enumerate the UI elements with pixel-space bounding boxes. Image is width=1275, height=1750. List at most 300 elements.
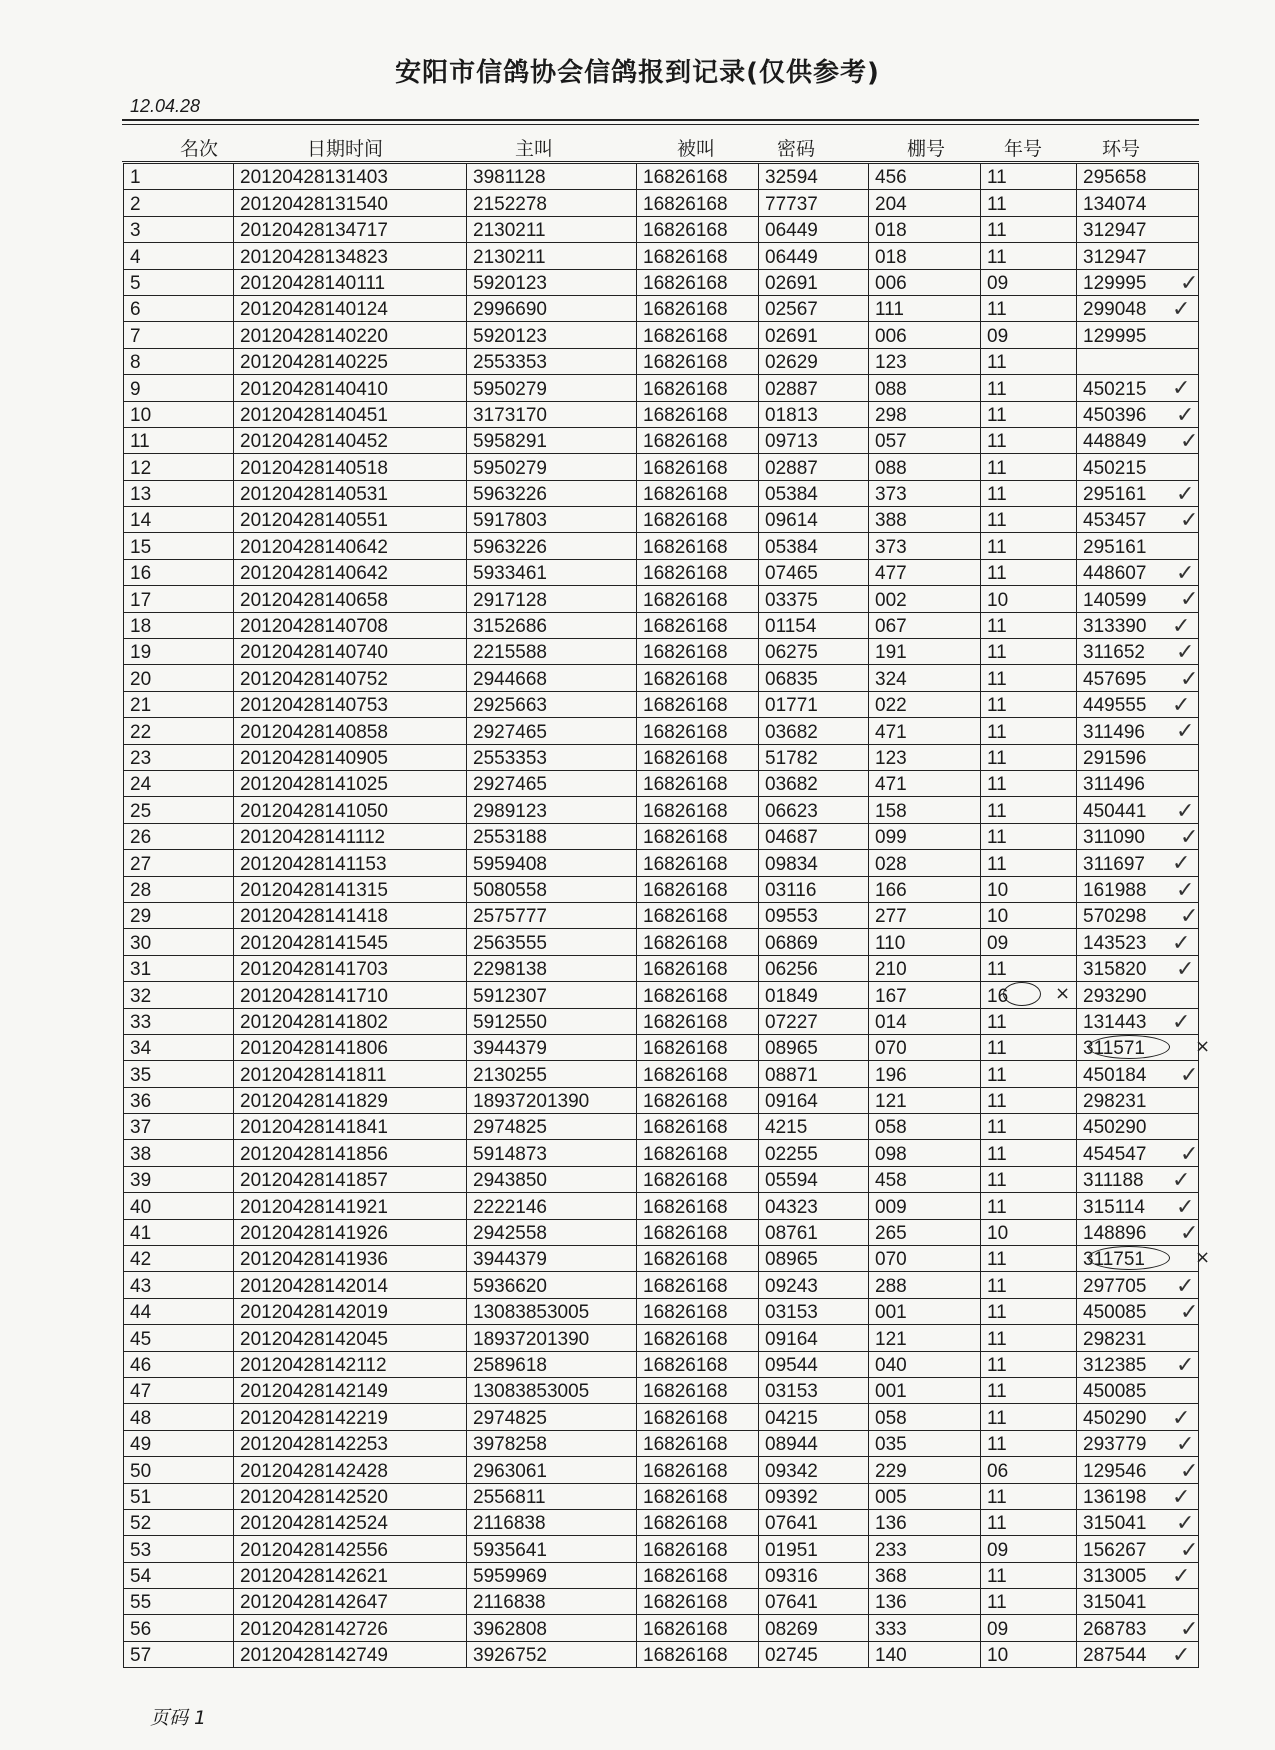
loft-cell: 001 bbox=[869, 1377, 981, 1403]
caller-cell: 5959969 bbox=[467, 1562, 637, 1588]
datetime-cell: 20120428140753 bbox=[234, 691, 467, 717]
password-cell: 02745 bbox=[759, 1641, 869, 1667]
datetime-cell: 20120428142045 bbox=[234, 1325, 467, 1351]
ring-cell: 298231 bbox=[1077, 1325, 1199, 1351]
rank-cell: 52 bbox=[124, 1509, 234, 1535]
loft-cell: 121 bbox=[869, 1325, 981, 1351]
check-mark-icon: ✓ bbox=[1176, 798, 1195, 824]
caller-cell: 2944668 bbox=[467, 665, 637, 691]
caller-cell: 2556811 bbox=[467, 1483, 637, 1509]
table-row bbox=[124, 1377, 1199, 1403]
datetime-cell: 20120428141857 bbox=[234, 1166, 467, 1192]
year-cell: 11 bbox=[981, 1562, 1077, 1588]
loft-cell: 233 bbox=[869, 1536, 981, 1562]
ring-cell: 295658 bbox=[1077, 164, 1199, 190]
ring-cell: 448607 bbox=[1077, 559, 1199, 585]
caller-cell: 2589618 bbox=[467, 1351, 637, 1377]
rank-cell: 50 bbox=[124, 1457, 234, 1483]
callee-cell: 16826168 bbox=[637, 507, 759, 533]
rank-cell: 35 bbox=[124, 1061, 234, 1087]
password-cell: 06256 bbox=[759, 955, 869, 981]
ring-cell: 295161 bbox=[1077, 533, 1199, 559]
rank-cell: 5 bbox=[124, 269, 234, 295]
ring-cell: 450215 bbox=[1077, 454, 1199, 480]
table-row bbox=[124, 744, 1199, 770]
callee-cell: 16826168 bbox=[637, 1377, 759, 1403]
rank-cell: 28 bbox=[124, 876, 234, 902]
password-cell: 07227 bbox=[759, 1008, 869, 1034]
rank-cell: 4 bbox=[124, 243, 234, 269]
year-cell: 11 bbox=[981, 1351, 1077, 1377]
caller-cell: 2215588 bbox=[467, 639, 637, 665]
ring-cell: 313390 bbox=[1077, 612, 1199, 638]
ring-cell: 143523 bbox=[1077, 929, 1199, 955]
rank-cell: 43 bbox=[124, 1272, 234, 1298]
rank-cell: 33 bbox=[124, 1008, 234, 1034]
password-cell: 03116 bbox=[759, 876, 869, 902]
password-cell: 03682 bbox=[759, 718, 869, 744]
datetime-cell: 20120428142014 bbox=[234, 1272, 467, 1298]
year-cell: 10 bbox=[981, 586, 1077, 612]
table-row bbox=[124, 665, 1199, 691]
table-row bbox=[124, 1483, 1199, 1509]
year-cell: 11 bbox=[981, 1061, 1077, 1087]
loft-cell: 005 bbox=[869, 1483, 981, 1509]
caller-cell: 3926752 bbox=[467, 1641, 637, 1667]
loft-cell: 058 bbox=[869, 1404, 981, 1430]
year-cell: 11 bbox=[981, 665, 1077, 691]
rank-cell: 21 bbox=[124, 691, 234, 717]
caller-cell: 2996690 bbox=[467, 295, 637, 321]
ring-cell: 311496 bbox=[1077, 770, 1199, 796]
loft-cell: 111 bbox=[869, 295, 981, 321]
loft-cell: 123 bbox=[869, 348, 981, 374]
rank-cell: 9 bbox=[124, 375, 234, 401]
check-mark-icon: ✓ bbox=[1180, 587, 1199, 613]
header-datetime: 日期时间 bbox=[307, 138, 384, 160]
year-cell: 11 bbox=[981, 454, 1077, 480]
year-cell: 11 bbox=[981, 348, 1077, 374]
loft-cell: 210 bbox=[869, 955, 981, 981]
loft-cell: 088 bbox=[869, 454, 981, 480]
ring-cell: 315041 bbox=[1077, 1589, 1199, 1615]
table-row bbox=[124, 1166, 1199, 1192]
password-cell: 02887 bbox=[759, 375, 869, 401]
rank-cell: 20 bbox=[124, 665, 234, 691]
callee-cell: 16826168 bbox=[637, 295, 759, 321]
password-cell: 05384 bbox=[759, 533, 869, 559]
year-cell: 11 bbox=[981, 770, 1077, 796]
rank-cell: 16 bbox=[124, 559, 234, 585]
rank-cell: 55 bbox=[124, 1589, 234, 1615]
datetime-cell: 20120428142556 bbox=[234, 1536, 467, 1562]
check-mark-icon: ✓ bbox=[1180, 508, 1199, 534]
year-cell: 11 bbox=[981, 1114, 1077, 1140]
caller-cell: 3944379 bbox=[467, 1034, 637, 1060]
caller-cell: 13083853005 bbox=[467, 1377, 637, 1403]
callee-cell: 16826168 bbox=[637, 190, 759, 216]
page-title: 安阳市信鸽协会信鸽报到记录(仅供参考) bbox=[395, 58, 880, 88]
loft-cell: 136 bbox=[869, 1509, 981, 1535]
ring-cell: 129995 bbox=[1077, 269, 1199, 295]
datetime-cell: 20120428140531 bbox=[234, 480, 467, 506]
loft-cell: 196 bbox=[869, 1061, 981, 1087]
table-row bbox=[124, 401, 1199, 427]
caller-cell: 5935641 bbox=[467, 1536, 637, 1562]
loft-cell: 456 bbox=[869, 164, 981, 190]
callee-cell: 16826168 bbox=[637, 1562, 759, 1588]
callee-cell: 16826168 bbox=[637, 1034, 759, 1060]
table-row bbox=[124, 1272, 1199, 1298]
ring-cell: 299048 bbox=[1077, 295, 1199, 321]
loft-cell: 057 bbox=[869, 427, 981, 453]
year-cell: 11 bbox=[981, 1166, 1077, 1192]
loft-cell: 191 bbox=[869, 639, 981, 665]
password-cell: 09164 bbox=[759, 1087, 869, 1113]
password-cell: 08965 bbox=[759, 1246, 869, 1272]
callee-cell: 16826168 bbox=[637, 1219, 759, 1245]
caller-cell: 5920123 bbox=[467, 322, 637, 348]
check-mark-icon: ✓ bbox=[1176, 957, 1195, 982]
year-cell: 11 bbox=[981, 639, 1077, 665]
table-row bbox=[124, 1615, 1199, 1641]
ring-cell: 450396 bbox=[1077, 401, 1199, 427]
caller-cell: 5950279 bbox=[467, 454, 637, 480]
datetime-cell: 20120428140740 bbox=[234, 639, 467, 665]
callee-cell: 16826168 bbox=[637, 401, 759, 427]
datetime-cell: 20120428142112 bbox=[234, 1351, 467, 1377]
password-cell: 09544 bbox=[759, 1351, 869, 1377]
table-row bbox=[124, 1509, 1199, 1535]
caller-cell: 5958291 bbox=[467, 427, 637, 453]
caller-cell: 2130255 bbox=[467, 1061, 637, 1087]
check-mark-icon: ✓ bbox=[1180, 1300, 1199, 1326]
loft-cell: 001 bbox=[869, 1298, 981, 1324]
callee-cell: 16826168 bbox=[637, 876, 759, 902]
ring-cell: 450441 bbox=[1077, 797, 1199, 823]
password-cell: 06869 bbox=[759, 929, 869, 955]
password-cell: 08871 bbox=[759, 1061, 869, 1087]
check-mark-icon: ✓ bbox=[1176, 1353, 1195, 1378]
check-mark-icon: ✓ bbox=[1172, 930, 1191, 956]
caller-cell: 13083853005 bbox=[467, 1298, 637, 1324]
caller-cell: 18937201390 bbox=[467, 1087, 637, 1113]
password-cell: 06449 bbox=[759, 216, 869, 242]
table-row bbox=[124, 190, 1199, 216]
password-cell: 01154 bbox=[759, 612, 869, 638]
rank-cell: 39 bbox=[124, 1166, 234, 1192]
year-cell: 16 bbox=[981, 982, 1077, 1008]
password-cell: 51782 bbox=[759, 744, 869, 770]
ring-cell: 136198 bbox=[1077, 1483, 1199, 1509]
caller-cell: 5936620 bbox=[467, 1272, 637, 1298]
year-cell: 09 bbox=[981, 269, 1077, 295]
year-cell: 11 bbox=[981, 1087, 1077, 1113]
loft-cell: 070 bbox=[869, 1034, 981, 1060]
caller-cell: 3944379 bbox=[467, 1246, 637, 1272]
table-row bbox=[124, 427, 1199, 453]
rank-cell: 15 bbox=[124, 533, 234, 559]
year-cell: 10 bbox=[981, 876, 1077, 902]
ring-cell: 450184 bbox=[1077, 1061, 1199, 1087]
datetime-cell: 20120428140111 bbox=[234, 269, 467, 295]
year-cell: 11 bbox=[981, 1483, 1077, 1509]
table-row bbox=[124, 348, 1199, 374]
year-cell: 11 bbox=[981, 1008, 1077, 1034]
password-cell: 02567 bbox=[759, 295, 869, 321]
datetime-cell: 20120428142647 bbox=[234, 1589, 467, 1615]
ring-cell: 313005 bbox=[1077, 1562, 1199, 1588]
table-row bbox=[124, 876, 1199, 902]
loft-cell: 324 bbox=[869, 665, 981, 691]
loft-cell: 014 bbox=[869, 1008, 981, 1034]
table-row bbox=[124, 612, 1199, 638]
datetime-cell: 20120428140642 bbox=[234, 533, 467, 559]
callee-cell: 16826168 bbox=[637, 348, 759, 374]
password-cell: 01951 bbox=[759, 1536, 869, 1562]
password-cell: 03153 bbox=[759, 1377, 869, 1403]
ring-cell: 450215 bbox=[1077, 375, 1199, 401]
password-cell: 02629 bbox=[759, 348, 869, 374]
password-cell: 09316 bbox=[759, 1562, 869, 1588]
loft-cell: 471 bbox=[869, 770, 981, 796]
datetime-cell: 20120428141921 bbox=[234, 1193, 467, 1219]
caller-cell: 2553353 bbox=[467, 744, 637, 770]
table-row bbox=[124, 1193, 1199, 1219]
year-cell: 11 bbox=[981, 190, 1077, 216]
loft-cell: 006 bbox=[869, 269, 981, 295]
ring-cell: 450085 bbox=[1077, 1298, 1199, 1324]
rank-cell: 37 bbox=[124, 1114, 234, 1140]
table-row bbox=[124, 375, 1199, 401]
caller-cell: 3978258 bbox=[467, 1430, 637, 1456]
datetime-cell: 20120428141802 bbox=[234, 1008, 467, 1034]
password-cell: 07641 bbox=[759, 1589, 869, 1615]
callee-cell: 16826168 bbox=[637, 955, 759, 981]
table-row bbox=[124, 902, 1199, 928]
ring-cell: 311751 bbox=[1077, 1246, 1199, 1272]
arrival-records-table bbox=[123, 163, 1199, 1668]
cross-mark-icon: × bbox=[1195, 1036, 1211, 1058]
rank-cell: 56 bbox=[124, 1615, 234, 1641]
year-cell: 11 bbox=[981, 1589, 1077, 1615]
datetime-cell: 20120428141050 bbox=[234, 797, 467, 823]
loft-cell: 458 bbox=[869, 1166, 981, 1192]
callee-cell: 16826168 bbox=[637, 1483, 759, 1509]
loft-cell: 368 bbox=[869, 1562, 981, 1588]
year-cell: 11 bbox=[981, 1430, 1077, 1456]
loft-cell: 229 bbox=[869, 1457, 981, 1483]
check-mark-icon: ✓ bbox=[1176, 561, 1195, 586]
check-mark-icon: ✓ bbox=[1172, 693, 1191, 718]
rank-cell: 14 bbox=[124, 507, 234, 533]
check-mark-icon: ✓ bbox=[1172, 1564, 1191, 1590]
loft-cell: 018 bbox=[869, 216, 981, 242]
callee-cell: 16826168 bbox=[637, 744, 759, 770]
loft-cell: 088 bbox=[869, 375, 981, 401]
ring-cell: 315041 bbox=[1077, 1509, 1199, 1535]
year-cell: 11 bbox=[981, 744, 1077, 770]
password-cell: 09713 bbox=[759, 427, 869, 453]
callee-cell: 16826168 bbox=[637, 216, 759, 242]
datetime-cell: 20120428141710 bbox=[234, 982, 467, 1008]
datetime-cell: 20120428141112 bbox=[234, 823, 467, 849]
rank-cell: 45 bbox=[124, 1325, 234, 1351]
ring-cell: 161988 bbox=[1077, 876, 1199, 902]
check-mark-icon: ✓ bbox=[1180, 1221, 1199, 1246]
callee-cell: 16826168 bbox=[637, 1061, 759, 1087]
loft-cell: 070 bbox=[869, 1246, 981, 1272]
check-mark-icon: ✓ bbox=[1180, 1617, 1199, 1642]
loft-cell: 002 bbox=[869, 586, 981, 612]
callee-cell: 16826168 bbox=[637, 269, 759, 295]
ring-cell: 311090 bbox=[1077, 823, 1199, 849]
caller-cell: 2943850 bbox=[467, 1166, 637, 1192]
rank-cell: 40 bbox=[124, 1193, 234, 1219]
ring-cell: 312947 bbox=[1077, 243, 1199, 269]
check-mark-icon: ✓ bbox=[1176, 877, 1195, 903]
year-cell: 11 bbox=[981, 427, 1077, 453]
caller-cell: 3173170 bbox=[467, 401, 637, 427]
password-cell: 09243 bbox=[759, 1272, 869, 1298]
ring-cell: 448849 bbox=[1077, 427, 1199, 453]
datetime-cell: 20120428142621 bbox=[234, 1562, 467, 1588]
datetime-cell: 20120428142019 bbox=[234, 1298, 467, 1324]
password-cell: 04323 bbox=[759, 1193, 869, 1219]
callee-cell: 16826168 bbox=[637, 427, 759, 453]
loft-cell: 277 bbox=[869, 902, 981, 928]
table-row bbox=[124, 1034, 1199, 1060]
loft-cell: 388 bbox=[869, 507, 981, 533]
caller-cell: 2989123 bbox=[467, 797, 637, 823]
caller-cell: 2974825 bbox=[467, 1114, 637, 1140]
table-row bbox=[124, 929, 1199, 955]
datetime-cell: 20120428140752 bbox=[234, 665, 467, 691]
caller-cell: 5920123 bbox=[467, 269, 637, 295]
caller-cell: 5914873 bbox=[467, 1140, 637, 1166]
password-cell: 09614 bbox=[759, 507, 869, 533]
password-cell: 32594 bbox=[759, 164, 869, 190]
rank-cell: 1 bbox=[124, 164, 234, 190]
rank-cell: 44 bbox=[124, 1298, 234, 1324]
caller-cell: 3962808 bbox=[467, 1615, 637, 1641]
ring-cell: 312947 bbox=[1077, 216, 1199, 242]
datetime-cell: 20120428140642 bbox=[234, 559, 467, 585]
caller-cell: 5959408 bbox=[467, 850, 637, 876]
password-cell: 07641 bbox=[759, 1509, 869, 1535]
callee-cell: 16826168 bbox=[637, 1641, 759, 1667]
caller-cell: 18937201390 bbox=[467, 1325, 637, 1351]
datetime-cell: 20120428141703 bbox=[234, 955, 467, 981]
caller-cell: 5963226 bbox=[467, 533, 637, 559]
table-row bbox=[124, 1351, 1199, 1377]
ring-cell: 311496 bbox=[1077, 718, 1199, 744]
year-cell: 11 bbox=[981, 533, 1077, 559]
year-cell: 11 bbox=[981, 955, 1077, 981]
table-row bbox=[124, 850, 1199, 876]
password-cell: 02887 bbox=[759, 454, 869, 480]
callee-cell: 16826168 bbox=[637, 1404, 759, 1430]
loft-cell: 040 bbox=[869, 1351, 981, 1377]
year-cell: 09 bbox=[981, 1615, 1077, 1641]
datetime-cell: 20120428140410 bbox=[234, 375, 467, 401]
table-row bbox=[124, 1589, 1199, 1615]
caller-cell: 2575777 bbox=[467, 902, 637, 928]
callee-cell: 16826168 bbox=[637, 850, 759, 876]
year-cell: 11 bbox=[981, 401, 1077, 427]
year-cell: 11 bbox=[981, 243, 1077, 269]
password-cell: 03682 bbox=[759, 770, 869, 796]
check-mark-icon: ✓ bbox=[1172, 1485, 1191, 1510]
check-mark-icon: ✓ bbox=[1172, 1405, 1191, 1431]
datetime-cell: 20120428140124 bbox=[234, 295, 467, 321]
check-mark-icon: ✓ bbox=[1176, 640, 1195, 666]
callee-cell: 16826168 bbox=[637, 691, 759, 717]
year-cell: 11 bbox=[981, 295, 1077, 321]
callee-cell: 16826168 bbox=[637, 480, 759, 506]
datetime-cell: 20120428142749 bbox=[234, 1641, 467, 1667]
table-row bbox=[124, 1536, 1199, 1562]
ring-cell: 156267 bbox=[1077, 1536, 1199, 1562]
callee-cell: 16826168 bbox=[637, 1430, 759, 1456]
datetime-cell: 20120428141856 bbox=[234, 1140, 467, 1166]
ring-cell: 315820 bbox=[1077, 955, 1199, 981]
datetime-cell: 20120428141025 bbox=[234, 770, 467, 796]
year-cell: 11 bbox=[981, 1034, 1077, 1060]
rank-cell: 24 bbox=[124, 770, 234, 796]
check-mark-icon: ✓ bbox=[1180, 904, 1199, 930]
check-mark-icon: ✓ bbox=[1172, 376, 1191, 402]
check-mark-icon: ✓ bbox=[1180, 270, 1199, 296]
rank-cell: 3 bbox=[124, 216, 234, 242]
cross-mark-icon: × bbox=[1055, 983, 1071, 1005]
rank-cell: 10 bbox=[124, 401, 234, 427]
callee-cell: 16826168 bbox=[637, 665, 759, 691]
callee-cell: 16826168 bbox=[637, 1298, 759, 1324]
table-row bbox=[124, 797, 1199, 823]
rank-cell: 6 bbox=[124, 295, 234, 321]
year-cell: 11 bbox=[981, 375, 1077, 401]
loft-cell: 028 bbox=[869, 850, 981, 876]
table-row bbox=[124, 480, 1199, 506]
datetime-cell: 20120428141418 bbox=[234, 902, 467, 928]
check-mark-icon: ✓ bbox=[1172, 1168, 1191, 1194]
rank-cell: 57 bbox=[124, 1641, 234, 1667]
year-cell: 11 bbox=[981, 1404, 1077, 1430]
ring-cell: 134074 bbox=[1077, 190, 1199, 216]
year-cell: 11 bbox=[981, 823, 1077, 849]
callee-cell: 16826168 bbox=[637, 533, 759, 559]
rank-cell: 12 bbox=[124, 454, 234, 480]
check-mark-icon: ✓ bbox=[1176, 719, 1195, 745]
table-row bbox=[124, 533, 1199, 559]
password-cell: 01813 bbox=[759, 401, 869, 427]
check-mark-icon: ✓ bbox=[1172, 297, 1191, 322]
table-row bbox=[124, 322, 1199, 348]
rank-cell: 34 bbox=[124, 1034, 234, 1060]
ring-cell: 449555 bbox=[1077, 691, 1199, 717]
password-cell: 04687 bbox=[759, 823, 869, 849]
year-cell: 11 bbox=[981, 1298, 1077, 1324]
loft-cell: 098 bbox=[869, 1140, 981, 1166]
ring-cell: 315114 bbox=[1077, 1193, 1199, 1219]
table-row bbox=[124, 1140, 1199, 1166]
caller-cell: 5933461 bbox=[467, 559, 637, 585]
loft-cell: 022 bbox=[869, 691, 981, 717]
password-cell: 03153 bbox=[759, 1298, 869, 1324]
year-cell: 11 bbox=[981, 1193, 1077, 1219]
callee-cell: 16826168 bbox=[637, 718, 759, 744]
